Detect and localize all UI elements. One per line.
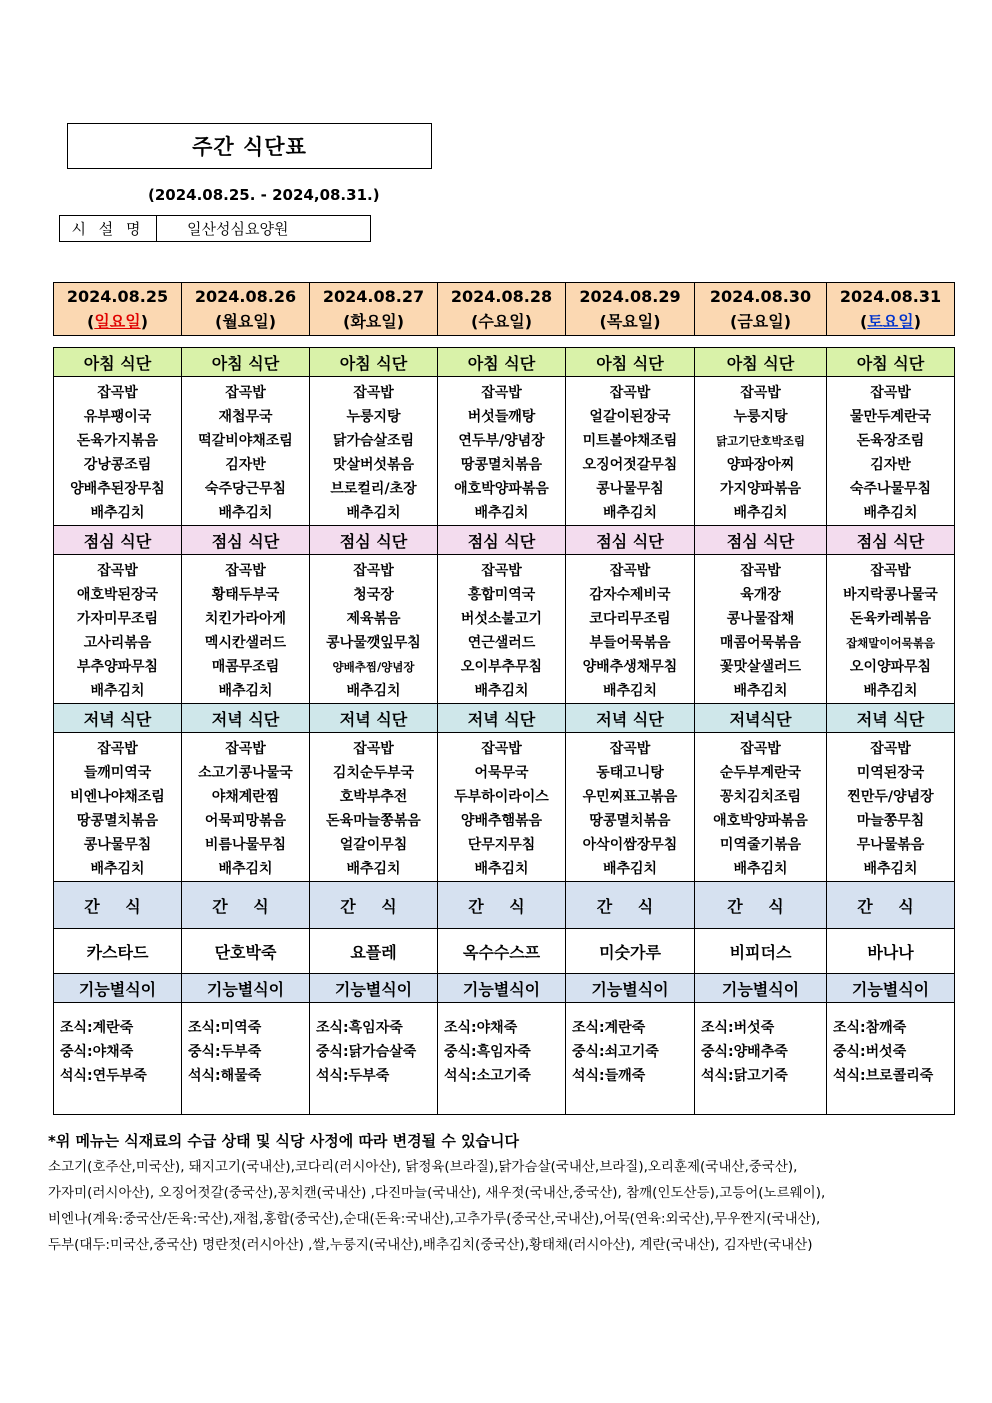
- paren-open: (: [471, 312, 479, 331]
- functional-header: 기능별식이: [310, 974, 438, 1003]
- menu-item: 홍합미역국: [467, 587, 536, 603]
- snack-item: 바나나: [827, 929, 955, 974]
- menu-item: 땅콩멸치볶음: [76, 813, 159, 829]
- paren-close: ): [524, 312, 532, 331]
- menu-item: 무나물볶음: [856, 837, 925, 853]
- menu-item: 양파장아찌: [726, 457, 795, 473]
- notes-lead: *위 메뉴는 식재료의 수급 상태 및 식당 사정에 따라 변경될 수 있습니다: [48, 1132, 520, 1150]
- dinner-header-row: [54, 704, 955, 733]
- menu-item: 땅콩멸치볶음: [460, 457, 543, 473]
- dinner-header: 저녁 식단: [310, 704, 438, 733]
- lunch-header: 점심 식단: [566, 526, 695, 555]
- menu-item: 가지양파볶음: [719, 481, 802, 497]
- functional-cell: [566, 1003, 695, 1115]
- menu-item: 배추김치: [346, 861, 401, 877]
- snack-item: 요플레: [310, 929, 438, 974]
- menu-item: 잡곡밥: [481, 385, 522, 401]
- menu-item: 떡갈비야채조림: [198, 433, 293, 449]
- menu-item: 김자반: [870, 457, 911, 473]
- menu-item: 배추김치: [733, 683, 788, 699]
- menu-item: 얼갈이된장국: [589, 409, 671, 425]
- functional-item: 석식:브로콜리죽: [833, 1068, 934, 1084]
- menu-item: 미역된장국: [856, 765, 925, 781]
- functional-item: 석식:연두부죽: [60, 1068, 147, 1084]
- snack-row: [54, 929, 955, 974]
- lunch-header: 점심 식단: [438, 526, 566, 555]
- functional-item: 조식:미역죽: [188, 1020, 262, 1036]
- menu-item: 마늘쫑무침: [856, 813, 925, 829]
- paren-close: ): [783, 312, 791, 331]
- date-label: 2024.08.27: [322, 287, 425, 306]
- weekday-name: 화요일: [350, 312, 397, 331]
- menu-item: 청국장: [353, 587, 394, 603]
- lunch-menu-cell: [182, 555, 310, 704]
- page-title: 주간 식단표: [67, 123, 432, 169]
- menu-item: 잡곡밥: [353, 563, 394, 579]
- menu-item: 아삭이쌈장무침: [582, 837, 678, 853]
- menu-item: 누룽지탕: [346, 409, 401, 425]
- functional-item: 석식:두부죽: [316, 1068, 390, 1084]
- dinner-header: 저녁 식단: [827, 704, 955, 733]
- breakfast-header: 아침 식단: [182, 348, 310, 377]
- date-label: 2024.08.28: [450, 287, 553, 306]
- paren-open: (: [730, 312, 738, 331]
- menu-item: 누룽지탕: [733, 409, 788, 425]
- menu-item: 양배추생채무침: [582, 659, 678, 675]
- snack-item: 단호박죽: [182, 929, 310, 974]
- menu-item: 배추김치: [218, 861, 273, 877]
- menu-item: 잡곡밥: [609, 385, 651, 401]
- menu-item: 멕시칸샐러드: [204, 635, 287, 651]
- menu-item: 야채계란찜: [211, 789, 280, 805]
- paren-open: (: [87, 312, 95, 331]
- menu-item: 돈육장조림: [856, 433, 925, 449]
- weekday-label: [310, 309, 437, 334]
- snack-header: 간 식: [438, 882, 566, 929]
- menu-item: 우민찌표고볶음: [582, 789, 678, 805]
- menu-item: 잡곡밥: [481, 741, 522, 757]
- menu-item: 부들어묵볶음: [589, 635, 671, 651]
- menu-item: 유부팽이국: [83, 409, 152, 425]
- menu-item: 잡곡밥: [97, 741, 138, 757]
- date-cell: [310, 283, 438, 336]
- lunch-header-row: [54, 526, 955, 555]
- menu-item: 콩나물무침: [83, 837, 152, 853]
- snack-header: 간 식: [54, 882, 182, 929]
- menu-item: 버섯들깨탕: [467, 409, 536, 425]
- origin-line: 소고기(호주산,미국산), 돼지고기(국내산),코다리(러시아산), 닭정육(브라질),닭가슴살(국내산,브라질),오리훈제(국내산,중국산),: [48, 1159, 798, 1175]
- breakfast-header: 아침 식단: [695, 348, 827, 377]
- weekday-name: 수요일: [478, 312, 525, 331]
- menu-item: 배추김치: [90, 683, 145, 699]
- date-header-table: [53, 282, 955, 336]
- origin-list: [48, 1154, 948, 1258]
- menu-item: 가자미무조림: [76, 611, 159, 627]
- functional-header: 기능별식이: [438, 974, 566, 1003]
- menu-item: 바지락콩나물국: [843, 587, 938, 603]
- lunch-header: 점심 식단: [310, 526, 438, 555]
- weekday-name: 일요일: [94, 312, 141, 331]
- date-label: 2024.08.30: [709, 287, 812, 306]
- menu-item: 잡곡밥: [609, 741, 651, 757]
- menu-item: 배추김치: [218, 505, 273, 521]
- dinner-menu-cell: [827, 733, 955, 882]
- menu-item: 배추김치: [474, 505, 529, 521]
- menu-item: 호박부추전: [339, 789, 408, 805]
- dinner-header: 저녁 식단: [182, 704, 310, 733]
- menu-item: 잡곡밥: [740, 385, 781, 401]
- menu-item: 돈육가지볶음: [76, 433, 159, 449]
- functional-item: 석식:해물죽: [188, 1068, 262, 1084]
- functional-cell: [310, 1003, 438, 1115]
- breakfast-menu-cell: [827, 377, 955, 526]
- dinner-menu-cell: [310, 733, 438, 882]
- menu-item: 잡곡밥: [870, 385, 911, 401]
- dinner-menu-cell: [695, 733, 827, 882]
- functional-item: 중식:두부죽: [188, 1044, 262, 1060]
- weekday-label: [438, 309, 565, 334]
- dinner-items-row: [54, 733, 955, 882]
- menu-item: 양배추햄볶음: [460, 813, 543, 829]
- date-label: 2024.08.29: [579, 287, 681, 306]
- menu-item: 두부하이라이스: [454, 789, 549, 805]
- facility-name: 일산성심요양원: [187, 220, 289, 238]
- date-label: 2024.08.26: [194, 287, 297, 306]
- functional-item: 중식:쇠고기죽: [572, 1044, 659, 1060]
- menu-item: 꽁치김치조림: [719, 789, 802, 805]
- weekday-name: 목요일: [606, 312, 654, 331]
- functional-item: 조식:참깨죽: [833, 1020, 907, 1036]
- snack-item: 미숫가루: [566, 929, 695, 974]
- menu-item: 배추김치: [602, 861, 658, 877]
- snack-header-row: [54, 882, 955, 929]
- menu-item: 애호박양파볶음: [454, 481, 549, 497]
- menu-item: 육개장: [740, 587, 781, 603]
- menu-item: 어묵무국: [474, 765, 529, 781]
- dinner-header: 저녁 식단: [54, 704, 182, 733]
- menu-item: 배추김치: [733, 861, 788, 877]
- lunch-header: 점심 식단: [695, 526, 827, 555]
- menu-item: 콩나물깻잎무침: [326, 635, 421, 651]
- menu-item: 배추김치: [474, 683, 529, 699]
- menu-item: 김치순두부국: [332, 765, 415, 781]
- paren-close: ): [653, 312, 661, 331]
- functional-header: 기능별식이: [566, 974, 695, 1003]
- menu-item: 닭가슴살조림: [332, 433, 415, 449]
- menu-item: 맛살버섯볶음: [332, 457, 415, 473]
- menu-item: 물만두계란국: [849, 409, 932, 425]
- weekday-name: 금요일: [737, 312, 784, 331]
- lunch-menu-cell: [827, 555, 955, 704]
- menu-item: 잡곡밥: [97, 385, 138, 401]
- menu-item: 숙주나물무침: [849, 481, 932, 497]
- menu-item: 매콤어묵볶음: [719, 635, 802, 651]
- menu-item: 미트볼야채조림: [582, 433, 678, 449]
- breakfast-menu-cell: [566, 377, 695, 526]
- snack-item: 카스타드: [54, 929, 182, 974]
- functional-item: 조식:계란죽: [60, 1020, 134, 1036]
- menu-item: 잡곡밥: [353, 741, 394, 757]
- menu-item: 버섯소불고기: [460, 611, 543, 627]
- snack-header: 간 식: [827, 882, 955, 929]
- breakfast-header-row: [54, 348, 955, 377]
- functional-cell: [182, 1003, 310, 1115]
- menu-item: 잡채말이어묵볶음: [846, 636, 935, 650]
- lunch-menu-cell: [438, 555, 566, 704]
- origin-line: 비엔나(계육:중국산/돈육:국산),재첩,홍합(중국산),순대(돈육:국내산),고추가루(중국산,국내산),어묵(연육:외국산),무우짠지(국내산),: [48, 1211, 821, 1227]
- paren-close: ): [913, 312, 921, 331]
- lunch-header: 점심 식단: [54, 526, 182, 555]
- dinner-menu-cell: [566, 733, 695, 882]
- functional-item: 중식:야채죽: [60, 1044, 134, 1060]
- menu-item: 꽃맛살샐러드: [719, 659, 802, 675]
- date-range: (2024.08.25. - 2024,08.31.): [148, 186, 380, 204]
- functional-header: 기능별식이: [182, 974, 310, 1003]
- weekday-label: [182, 309, 309, 334]
- menu-item: 잡곡밥: [225, 385, 266, 401]
- menu-item: 배추김치: [90, 505, 145, 521]
- menu-item: 고사리볶음: [83, 635, 152, 651]
- menu-item: 황태두부국: [211, 587, 280, 603]
- lunch-menu-cell: [566, 555, 695, 704]
- notes-section: [48, 1128, 948, 1258]
- menu-item: 오징어젓갈무침: [582, 457, 678, 473]
- date-cell: [695, 283, 827, 336]
- menu-item: 배추김치: [474, 861, 529, 877]
- functional-item: 조식:계란죽: [572, 1020, 646, 1036]
- menu-item: 닭고기단호박조림: [716, 434, 805, 448]
- menu-item: 배추김치: [863, 861, 918, 877]
- functional-header-row: [54, 974, 955, 1003]
- dinner-menu-cell: [438, 733, 566, 882]
- functional-item: 석식:소고기죽: [444, 1068, 531, 1084]
- dinner-menu-cell: [54, 733, 182, 882]
- snack-header: 간 식: [566, 882, 695, 929]
- weekday-name: 토요일: [867, 312, 914, 331]
- date-cell: [182, 283, 310, 336]
- paren-open: (: [599, 312, 607, 331]
- paren-close: ): [268, 312, 276, 331]
- functional-item: 조식:흑임자죽: [316, 1020, 403, 1036]
- functional-item: 중식:흑임자죽: [444, 1044, 531, 1060]
- functional-cell: [438, 1003, 566, 1115]
- functional-item: 조식:버섯죽: [701, 1020, 775, 1036]
- breakfast-items-row: [54, 377, 955, 526]
- breakfast-header: 아침 식단: [438, 348, 566, 377]
- menu-item: 배추김치: [90, 861, 145, 877]
- breakfast-header: 아침 식단: [827, 348, 955, 377]
- paren-open: (: [343, 312, 351, 331]
- menu-item: 매콤무조림: [211, 659, 280, 675]
- snack-header: 간 식: [695, 882, 827, 929]
- menu-item: 코다리무조림: [589, 611, 671, 627]
- snack-header: 간 식: [182, 882, 310, 929]
- snack-item: 비피더스: [695, 929, 827, 974]
- menu-item: 숙주당근무침: [204, 481, 287, 497]
- date-cell: [566, 283, 695, 336]
- menu-item: 잡곡밥: [225, 741, 266, 757]
- functional-cell: [54, 1003, 182, 1115]
- menu-item: 얼갈이무침: [339, 837, 408, 853]
- menu-item: 돈육마늘쫑볶음: [326, 813, 421, 829]
- menu-item: 양배추찜/양념장: [332, 660, 415, 674]
- breakfast-menu-cell: [182, 377, 310, 526]
- date-row: [54, 283, 955, 336]
- weekday-label: [566, 309, 694, 334]
- menu-item: 양배추된장무침: [70, 481, 165, 497]
- menu-item: 연근샐러드: [467, 635, 536, 651]
- menu-item: 비름나물무침: [204, 837, 287, 853]
- menu-item: 잡곡밥: [225, 563, 266, 579]
- date-cell: [54, 283, 182, 336]
- facility-box: [59, 215, 371, 242]
- date-cell: [438, 283, 566, 336]
- menu-item: 땅콩멸치볶음: [589, 813, 671, 829]
- functional-item: 중식:버섯죽: [833, 1044, 907, 1060]
- snack-header: 간 식: [310, 882, 438, 929]
- functional-item: 석식:들깨죽: [572, 1068, 646, 1084]
- breakfast-menu-cell: [54, 377, 182, 526]
- functional-cell: [695, 1003, 827, 1115]
- lunch-menu-cell: [695, 555, 827, 704]
- menu-item: 연두부/양념장: [458, 433, 545, 449]
- menu-item: 브로컬리/초장: [330, 481, 417, 497]
- menu-item: 들깨미역국: [83, 765, 152, 781]
- paren-open: (: [215, 312, 223, 331]
- menu-item: 잡곡밥: [97, 563, 138, 579]
- menu-item: 잡곡밥: [609, 563, 651, 579]
- functional-row: [54, 1003, 955, 1115]
- lunch-header: 점심 식단: [827, 526, 955, 555]
- snack-item: 옥수수스프: [438, 929, 566, 974]
- dinner-menu-cell: [182, 733, 310, 882]
- weekday-label: [827, 309, 954, 334]
- menu-item: 순두부계란국: [719, 765, 802, 781]
- menu-item: 콩나물무침: [596, 481, 664, 497]
- breakfast-header: 아침 식단: [566, 348, 695, 377]
- functional-item: 석식:닭고기죽: [701, 1068, 788, 1084]
- breakfast-header: 아침 식단: [310, 348, 438, 377]
- lunch-items-row: [54, 555, 955, 704]
- dinner-header: 저녁식단: [695, 704, 827, 733]
- paren-close: ): [140, 312, 148, 331]
- menu-item: 비엔나야채조림: [70, 789, 165, 805]
- paren-open: (: [860, 312, 868, 331]
- menu-item: 동태고니탕: [596, 765, 664, 781]
- dinner-header: 저녁 식단: [438, 704, 566, 733]
- menu-item: 잡곡밥: [481, 563, 522, 579]
- functional-header: 기능별식이: [54, 974, 182, 1003]
- menu-item: 치킨가라아게: [204, 611, 287, 627]
- weekday-label: [695, 309, 826, 334]
- functional-header: 기능별식이: [827, 974, 955, 1003]
- date-cell: [827, 283, 955, 336]
- menu-item: 배추김치: [346, 683, 401, 699]
- breakfast-header: 아침 식단: [54, 348, 182, 377]
- menu-item: 잡곡밥: [353, 385, 394, 401]
- dinner-header: 저녁 식단: [566, 704, 695, 733]
- functional-header: 기능별식이: [695, 974, 827, 1003]
- menu-item: 잡곡밥: [740, 563, 781, 579]
- menu-item: 미역줄기볶음: [719, 837, 802, 853]
- origin-line: 가자미(러시아산), 오징어젓갈(중국산),꽁치캔(국내산) ,다진마늘(국내산), 새우젓(국내산,중국산), 참깨(인도산등),고등어(노르웨이),: [48, 1185, 826, 1201]
- menu-item: 배추김치: [863, 683, 918, 699]
- menu-item: 오이부추무침: [460, 659, 543, 675]
- date-label: 2024.08.25: [66, 287, 169, 306]
- menu-table: [53, 347, 955, 1115]
- weekday-label: [54, 309, 181, 334]
- menu-item: 배추김치: [863, 505, 918, 521]
- menu-item: 재첩무국: [218, 409, 273, 425]
- functional-item: 중식:양배추죽: [701, 1044, 788, 1060]
- menu-item: 강낭콩조림: [83, 457, 152, 473]
- menu-item: 오이양파무침: [849, 659, 932, 675]
- functional-item: 중식:닭가슴살죽: [316, 1044, 417, 1060]
- menu-item: 콩나물잡채: [726, 611, 795, 627]
- date-label: 2024.08.31: [839, 287, 942, 306]
- menu-item: 제육볶음: [346, 611, 401, 627]
- lunch-menu-cell: [54, 555, 182, 704]
- breakfast-menu-cell: [438, 377, 566, 526]
- functional-item: 조식:야채죽: [444, 1020, 518, 1036]
- weekday-name: 월요일: [222, 312, 269, 331]
- lunch-header: 점심 식단: [182, 526, 310, 555]
- menu-item: 배추김치: [346, 505, 401, 521]
- menu-item: 배추김치: [218, 683, 273, 699]
- breakfast-menu-cell: [695, 377, 827, 526]
- breakfast-menu-cell: [310, 377, 438, 526]
- menu-item: 배추김치: [602, 505, 658, 521]
- menu-item: 찐만두/양념장: [847, 789, 934, 805]
- menu-item: 소고기콩나물국: [198, 765, 293, 781]
- menu-item: 배추김치: [602, 683, 658, 699]
- menu-item: 잡곡밥: [870, 563, 911, 579]
- menu-item: 애호박된장국: [76, 587, 159, 603]
- menu-item: 단무지무침: [467, 837, 536, 853]
- paren-close: ): [396, 312, 404, 331]
- menu-item: 애호박양파볶음: [713, 813, 808, 829]
- facility-label: 시 설 명: [60, 216, 157, 241]
- menu-item: 배추김치: [733, 505, 788, 521]
- menu-item: 어묵피망볶음: [204, 813, 287, 829]
- menu-item: 감자수제비국: [589, 587, 671, 603]
- menu-item: 잡곡밥: [870, 741, 911, 757]
- menu-item: 김자반: [225, 457, 266, 473]
- lunch-menu-cell: [310, 555, 438, 704]
- functional-cell: [827, 1003, 955, 1115]
- origin-line: 두부(대두:미국산,중국산) 명란젓(러시아산) ,쌀,누룽지(국내산),배추김치(중국산),황태채(러시아산), 계란(국내산), 김자반(국내산): [48, 1237, 813, 1253]
- menu-item: 돈육카레볶음: [849, 611, 932, 627]
- menu-item: 부추양파무침: [76, 659, 159, 675]
- menu-item: 잡곡밥: [740, 741, 781, 757]
